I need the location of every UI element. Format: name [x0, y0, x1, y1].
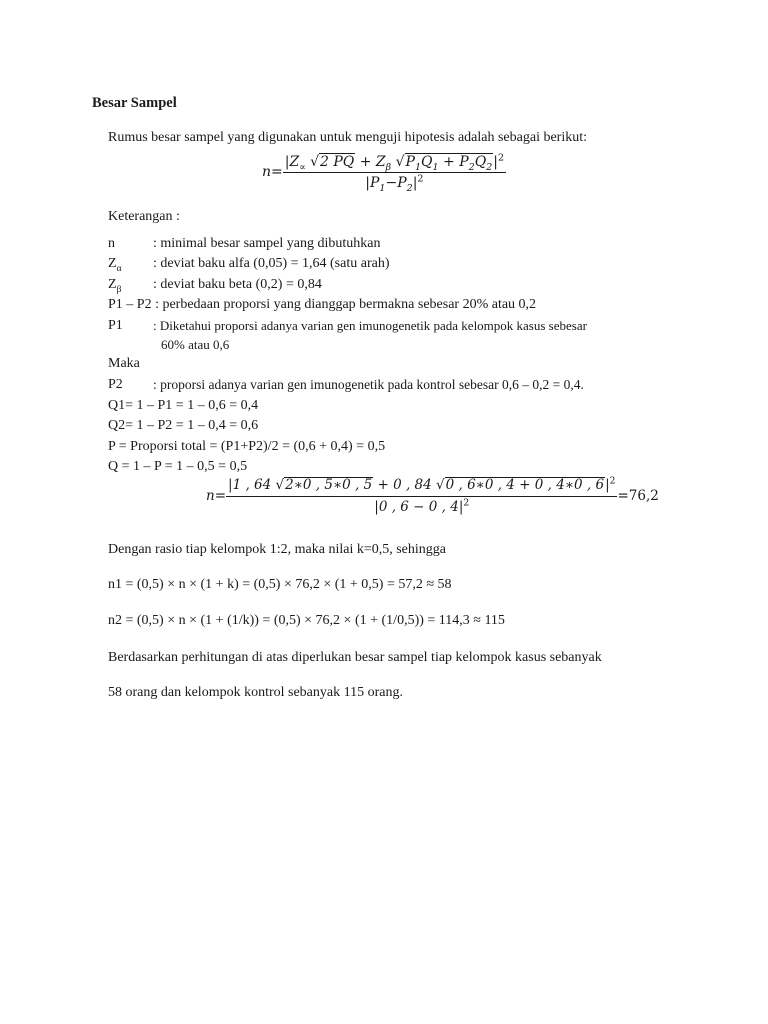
def-p1-desc-cont: 60% atau 0,6 — [161, 337, 230, 352]
conclusion-line-1: Berdasarkan perhitungan di atas diperlukan besar sampel tiap kelompok kasus sebanyak — [108, 650, 602, 665]
calc-p-total: P = Proporsi total = (P1+P2)/2 = (0,6 + 0,4) = 0,5 — [108, 439, 386, 454]
def-p1p2-desc: : perbedaan proporsi yang dianggap bermakna sebesar 20% atau 0,2 — [155, 297, 537, 312]
calc-q: Q = 1 – P = 1 – 0,5 = 0,5 — [108, 459, 248, 474]
def-p2-desc: : proporsi adanya varian gen imunogenetik pada kontrol sebesar 0,6 – 0,2 = 0,4. — [153, 377, 584, 392]
maka-label: Maka — [108, 356, 140, 371]
calc-q2: Q2= 1 – P2 = 1 – 0,4 = 0,6 — [108, 418, 259, 433]
def-zbeta-symbol: $Z_\beta$ — [108, 277, 122, 295]
def-p1-desc: : Diketahui proporsi adanya varian gen imunogenetik pada kelompok kasus sebesar — [153, 318, 587, 333]
def-zalpha-desc: : deviat baku alfa (0,05) = 1,64 (satu arah) — [153, 256, 390, 271]
keterangan-label: Keterangan : — [108, 209, 180, 224]
def-zalpha-symbol: $Z_\alpha$ — [108, 256, 122, 274]
calculation-result: =76,2 — [617, 487, 659, 504]
ratio-text: Dengan rasio tiap kelompok 1:2, maka nilai k=0,5, sehingga — [108, 542, 446, 557]
n1-calculation: n1 = (0,5) × n × (1 + k) = (0,5) × 76,2 × (1 + 0,5) = 57,2 ≈ 58 — [108, 577, 452, 592]
intro-text: Rumus besar sampel yang digunakan untuk menguji hipotesis adalah sebagai berikut: — [108, 130, 588, 145]
sample-size-formula: n= $\frac{|Z_\propto √2 PQ + Z_\beta √P_1Q_1 + P_2Q_2|^2}{|P_1-P_2|^2}$ — [262, 152, 505, 194]
def-n-desc: : minimal besar sampel yang dibutuhkan — [153, 236, 381, 251]
n2-calculation: n2 = (0,5) × n × (1 + (1/k)) = (0,5) × 76,2 × (1 + (1/0,5)) = 114,3 ≈ 115 — [108, 613, 505, 628]
def-zbeta-desc: : deviat baku beta (0,2) = 0,84 — [153, 277, 322, 292]
def-p1-symbol: P1 — [108, 318, 123, 333]
def-n-symbol: n — [108, 236, 115, 251]
def-p1p2-row — [108, 297, 536, 313]
def-p1p2-symbol: P1 – P2 — [108, 297, 152, 312]
section-heading: Besar Sampel — [92, 95, 177, 111]
calc-q1: Q1= 1 – P1 = 1 – 0,6 = 0,4 — [108, 398, 259, 413]
conclusion-line-2: 58 orang dan kelompok kontrol sebanyak 115 orang. — [108, 685, 403, 700]
def-p2-symbol: P2 — [108, 377, 123, 392]
sample-size-calculation: n= $\frac{|1 , 64 √2∗0 , 5∗0 , 5 + 0 , 84 √0 , 6∗0 , 4 + 0 , 4∗0 , 6|^2}{|0 , 6 - 0 , 4|^2}$ =76,2 — [206, 475, 659, 515]
